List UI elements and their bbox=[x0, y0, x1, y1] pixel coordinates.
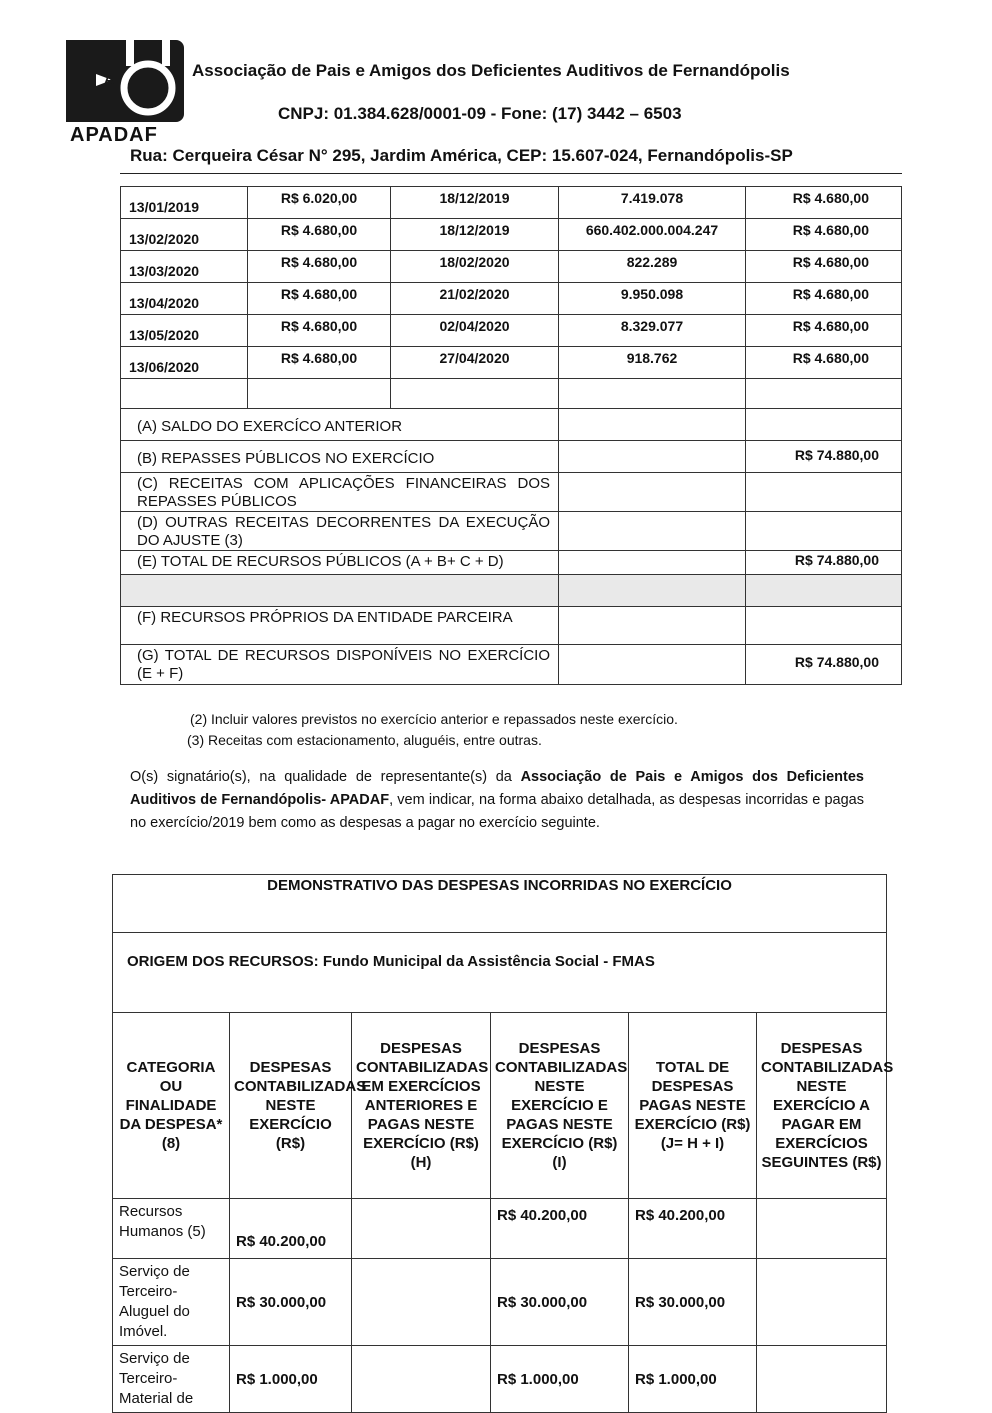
repasse-row bbox=[121, 219, 902, 251]
valor-pago-cell: R$ 4.680,00 bbox=[746, 219, 902, 251]
summary-value bbox=[746, 473, 902, 512]
origem-label: ORIGEM DOS RECURSOS: bbox=[127, 953, 323, 970]
valor-pago-cell: R$ 4.680,00 bbox=[746, 251, 902, 283]
separator-cell bbox=[559, 575, 746, 607]
paragraph-text-1: O(s) signatário(s), na qualidade de representante(s) da bbox=[130, 769, 521, 785]
summary-label: (C) RECEITAS COM APLICAÇÕES FINANCEIRAS DOS REPASSES PÚBLICOS bbox=[121, 473, 559, 512]
column-header: DESPESAS CONTABILIZADAS NESTE EXERCÍCIO E PAGAS NESTE EXERCÍCIO (R$) (I) bbox=[491, 1013, 629, 1199]
data-pagamento-cell: 18/12/2019 bbox=[391, 219, 559, 251]
valor-repasse-cell: R$ 4.680,00 bbox=[248, 219, 391, 251]
neste-pagas-cell: R$ 30.000,00 bbox=[491, 1259, 629, 1346]
note-2: (2) Incluir valores previstos no exercício anterior e repassados neste exercício. bbox=[190, 711, 678, 727]
summary-empty-cell bbox=[559, 645, 746, 685]
a-pagar-cell bbox=[757, 1259, 887, 1346]
data-pagamento-cell: 02/04/2020 bbox=[391, 315, 559, 347]
summary-label: (G) TOTAL DE RECURSOS DISPONÍVEIS NO EXERCÍCIO (E + F) bbox=[121, 645, 559, 685]
summary-label: (E) TOTAL DE RECURSOS PÚBLICOS (A + B+ C + D) bbox=[121, 551, 559, 575]
summary-value: R$ 74.880,00 bbox=[746, 551, 902, 575]
column-header: DESPESAS CONTABILIZADAS EM EXERCÍCIOS ANTERIORES E PAGAS NESTE EXERCÍCIO (R$) (H) bbox=[352, 1013, 491, 1199]
anteriores-pagas-cell bbox=[352, 1346, 491, 1413]
summary-row bbox=[121, 512, 902, 551]
column-header: DESPESAS CONTABILIZADAS NESTE EXERCÍCIO A PAGAR EM EXERCÍCIOS SEGUINTES (R$) bbox=[757, 1013, 887, 1199]
documento-cell: 822.289 bbox=[559, 251, 746, 283]
summary-value: R$ 74.880,00 bbox=[746, 441, 902, 473]
summary-empty-cell bbox=[559, 512, 746, 551]
data-repasse-cell: 13/06/2020 bbox=[121, 347, 248, 379]
svg-text:A: A bbox=[104, 71, 115, 87]
summary-value bbox=[746, 607, 902, 645]
despesas-title: DEMONSTRATIVO DAS DESPESAS INCORRIDAS NO EXERCÍCIO bbox=[113, 875, 887, 933]
separator-row bbox=[121, 575, 902, 607]
repasse-row bbox=[121, 187, 902, 219]
origem-recursos bbox=[113, 933, 887, 1013]
despesas-table bbox=[112, 874, 894, 1413]
summary-empty-cell bbox=[559, 409, 746, 441]
empty-cell bbox=[121, 379, 248, 409]
repasse-row bbox=[121, 347, 902, 379]
summary-label: (D) OUTRAS RECEITAS DECORRENTES DA EXECUÇÃO DO AJUSTE (3) bbox=[121, 512, 559, 551]
declaration-paragraph bbox=[130, 766, 864, 835]
documento-cell: 660.402.000.004.247 bbox=[559, 219, 746, 251]
logo-text: APADAF bbox=[70, 124, 158, 146]
a-pagar-cell bbox=[757, 1199, 887, 1259]
categoria-cell: Serviço de Terceiro- Material de bbox=[113, 1346, 230, 1413]
documento-cell: 8.329.077 bbox=[559, 315, 746, 347]
neste-pagas-cell: R$ 40.200,00 bbox=[491, 1199, 629, 1259]
contabilizadas-cell: R$ 30.000,00 bbox=[230, 1259, 352, 1346]
empty-row bbox=[121, 379, 902, 409]
empty-cell bbox=[559, 379, 746, 409]
cnpj-phone: CNPJ: 01.384.628/0001-09 - Fone: (17) 3442 – 6503 bbox=[278, 104, 682, 123]
a-pagar-cell bbox=[757, 1346, 887, 1413]
header-divider bbox=[120, 173, 902, 174]
documento-cell: 9.950.098 bbox=[559, 283, 746, 315]
separator-cell bbox=[746, 575, 902, 607]
repasse-row bbox=[121, 251, 902, 283]
total-pagas-cell: R$ 30.000,00 bbox=[629, 1259, 757, 1346]
repasse-row bbox=[121, 315, 902, 347]
valor-repasse-cell: R$ 4.680,00 bbox=[248, 251, 391, 283]
origem-value: Fundo Municipal da Assistência Social - FMAS bbox=[322, 953, 655, 970]
summary-value bbox=[746, 409, 902, 441]
despesa-row bbox=[113, 1259, 887, 1346]
valor-pago-cell: R$ 4.680,00 bbox=[746, 347, 902, 379]
valor-repasse-cell: R$ 4.680,00 bbox=[248, 347, 391, 379]
data-pagamento-cell: 27/04/2020 bbox=[391, 347, 559, 379]
total-pagas-cell: R$ 1.000,00 bbox=[629, 1346, 757, 1413]
data-repasse-cell: 13/04/2020 bbox=[121, 283, 248, 315]
note-3: (3) Receitas com estacionamento, aluguéis, entre outras. bbox=[187, 732, 542, 748]
summary-row bbox=[121, 551, 902, 575]
valor-pago-cell: R$ 4.680,00 bbox=[746, 187, 902, 219]
summary-label: (F) RECURSOS PRÓPRIOS DA ENTIDADE PARCEIRA bbox=[121, 607, 559, 645]
neste-pagas-cell: R$ 1.000,00 bbox=[491, 1346, 629, 1413]
despesa-row bbox=[113, 1199, 887, 1259]
summary-row bbox=[121, 607, 902, 645]
address: Rua: Cerqueira César N° 295, Jardim América, CEP: 15.607-024, Fernandópolis-SP bbox=[130, 146, 793, 165]
paragraph-entity: Associação de Pais e Amigos dos Deficientes Auditivos de Fernandópolis- APADAF bbox=[130, 769, 864, 808]
paragraph-text-2: , vem indicar, na forma abaixo detalhada, as despesas incorridas e pagas no exercício/2019 bem como as despesas a pagar no exercício seguinte. bbox=[130, 792, 864, 831]
data-pagamento-cell: 21/02/2020 bbox=[391, 283, 559, 315]
total-pagas-cell: R$ 40.200,00 bbox=[629, 1199, 757, 1259]
data-repasse-cell: 13/03/2020 bbox=[121, 251, 248, 283]
column-header: TOTAL DE DESPESAS PAGAS NESTE EXERCÍCIO (R$) (J= H + I) bbox=[629, 1013, 757, 1199]
repasses-table bbox=[120, 186, 902, 685]
column-header: DESPESAS CONTABILIZADAS NESTE EXERCÍCIO (R$) bbox=[230, 1013, 352, 1199]
valor-repasse-cell: R$ 4.680,00 bbox=[248, 283, 391, 315]
summary-row bbox=[121, 409, 902, 441]
valor-repasse-cell: R$ 6.020,00 bbox=[248, 187, 391, 219]
data-pagamento-cell: 18/02/2020 bbox=[391, 251, 559, 283]
summary-empty-cell bbox=[559, 607, 746, 645]
categoria-cell: Serviço de Terceiro- Aluguel do Imóvel. bbox=[113, 1259, 230, 1346]
summary-row bbox=[121, 441, 902, 473]
categoria-cell: Recursos Humanos (5) bbox=[113, 1199, 230, 1259]
org-title: Associação de Pais e Amigos dos Deficientes Auditivos de Fernandópolis bbox=[192, 61, 790, 80]
repasse-row bbox=[121, 283, 902, 315]
summary-empty-cell bbox=[559, 551, 746, 575]
summary-value: R$ 74.880,00 bbox=[746, 645, 902, 685]
empty-cell bbox=[391, 379, 559, 409]
contabilizadas-cell: R$ 1.000,00 bbox=[230, 1346, 352, 1413]
empty-cell bbox=[248, 379, 391, 409]
summary-row bbox=[121, 473, 902, 512]
column-header: CATEGORIA OU FINALIDADE DA DESPESA* (8) bbox=[113, 1013, 230, 1199]
summary-label: (A) SALDO DO EXERCÍCO ANTERIOR bbox=[121, 409, 559, 441]
despesa-row bbox=[113, 1346, 887, 1413]
data-repasse-cell: 13/02/2020 bbox=[121, 219, 248, 251]
valor-pago-cell: R$ 4.680,00 bbox=[746, 315, 902, 347]
data-repasse-cell: 13/01/2019 bbox=[121, 187, 248, 219]
data-pagamento-cell: 18/12/2019 bbox=[391, 187, 559, 219]
data-repasse-cell: 13/05/2020 bbox=[121, 315, 248, 347]
summary-value bbox=[746, 512, 902, 551]
anteriores-pagas-cell bbox=[352, 1259, 491, 1346]
documento-cell: 7.419.078 bbox=[559, 187, 746, 219]
column-header-row bbox=[113, 1013, 887, 1199]
anteriores-pagas-cell bbox=[352, 1199, 491, 1259]
valor-repasse-cell: R$ 4.680,00 bbox=[248, 315, 391, 347]
empty-cell bbox=[746, 379, 902, 409]
separator-cell bbox=[121, 575, 559, 607]
contabilizadas-cell: R$ 40.200,00 bbox=[230, 1199, 352, 1259]
valor-pago-cell: R$ 4.680,00 bbox=[746, 283, 902, 315]
summary-empty-cell bbox=[559, 473, 746, 512]
summary-empty-cell bbox=[559, 441, 746, 473]
summary-label: (B) REPASSES PÚBLICOS NO EXERCÍCIO bbox=[121, 441, 559, 473]
summary-row bbox=[121, 645, 902, 685]
documento-cell: 918.762 bbox=[559, 347, 746, 379]
